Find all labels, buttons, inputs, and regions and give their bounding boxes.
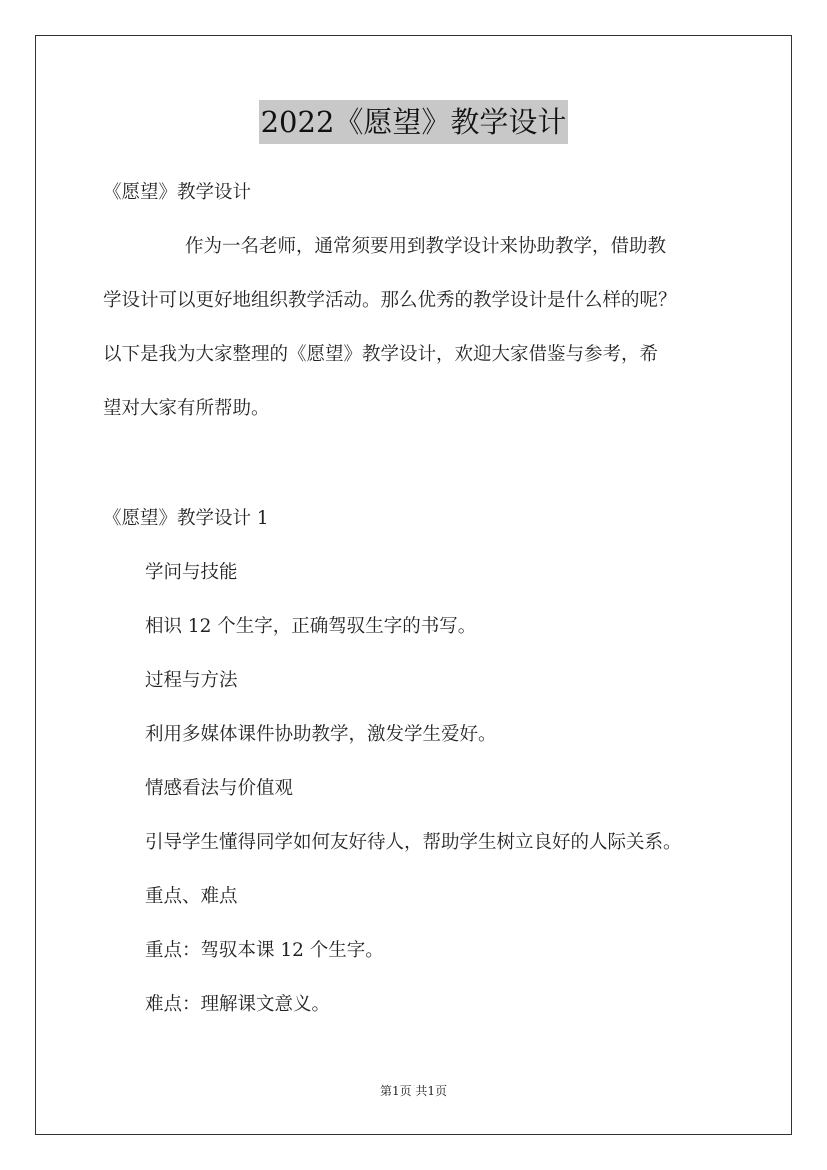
list-item-process-heading: 过程与方法 (145, 670, 238, 691)
list-item-key-points-heading: 重点、难点 (145, 886, 238, 907)
intro-line-3: 以下是我为大家整理的《愿望》教学设计，欢迎大家借鉴与参考，希 (103, 344, 659, 365)
list-item-knowledge-text: 相识 12 个生字，正确驾驭生字的书写。 (145, 616, 477, 637)
list-item-key-point: 重点：驾驭本课 12 个生字。 (145, 940, 384, 961)
document-title-wrapper (0, 100, 827, 144)
section-heading: 《愿望》教学设计 1 (103, 508, 269, 529)
document-subtitle: 《愿望》教学设计 (103, 182, 252, 203)
intro-line-1: 作为一名老师，通常须要用到教学设计来协助教学，借助教 (185, 236, 667, 257)
list-item-difficulty: 难点：理解课文意义。 (145, 994, 331, 1015)
list-item-process-text: 利用多媒体课件协助教学，激发学生爱好。 (145, 724, 497, 745)
intro-line-2: 学设计可以更好地组织教学活动。那么优秀的教学设计是什么样的呢？ (103, 290, 677, 311)
list-item-emotion-heading: 情感看法与价值观 (145, 778, 294, 799)
page-footer: 第1页 共1页 (379, 1084, 448, 1098)
intro-line-4: 望对大家有所帮助。 (103, 398, 270, 419)
list-item-knowledge-heading: 学问与技能 (145, 562, 238, 583)
document-title: 2022《愿望》教学设计 (259, 100, 569, 144)
list-item-emotion-text: 引导学生懂得同学如何友好待人，帮助学生树立良好的人际关系。 (145, 832, 682, 853)
